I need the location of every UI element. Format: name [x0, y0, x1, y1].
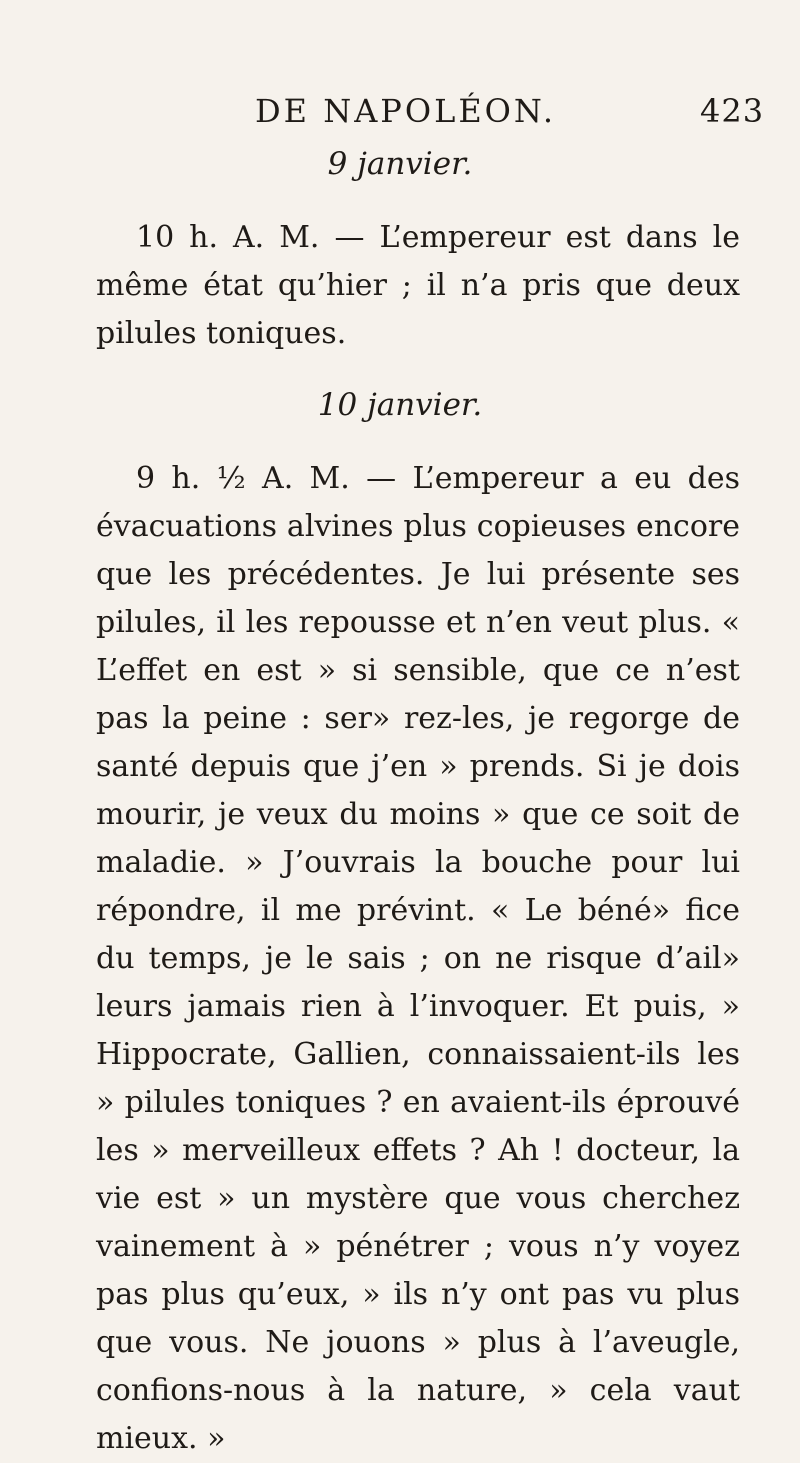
running-title: DE NAPOLÉON.: [255, 92, 557, 130]
journal-entry-2: 9 h. ½ A. M. — L’empereur a eu des évacuations alvines plus copieuses encore que les précédentes. Je lui présente ses pilules, il les repousse et n’en veut plus. « L’effet en est » si sensible, que ce n’est pas la peine : ser» rez-les, je regorge de santé depuis que j’en » prends. Si je dois mourir, je veux du moins » que ce soit de maladie. » J’ouvrais la bouche pour lui répondre, il me prévint. « Le béné» fice du temps, je le sais ; on ne risque d’ail» leurs jamais rien à l’invoquer. Et puis, » Hippocrate, Gallien, connaissaient-ils les » pilules toniques ? en avaient-ils éprouvé les » merveilleux effets ? Ah ! docteur, la vie est » un mystère que vous cherchez vainement à » pénétrer ; vous n’y voyez pas plus qu’eux, » ils n’y ont pas vu plus que vous. Ne jouons » plus à l’aveugle, confions-nous à la nature, » cela vaut mieux. »: [96, 461, 740, 1456]
page-number: 423: [700, 92, 765, 130]
running-head: [0, 80, 800, 130]
date-heading-1: 9 janvier.: [327, 146, 473, 182]
date-heading-2: 10 janvier.: [317, 387, 483, 423]
journal-entry-1: 10 h. A. M. — L’empereur est dans le même état qu’hier ; il n’a pris que deux pilules toniques.: [96, 220, 740, 351]
